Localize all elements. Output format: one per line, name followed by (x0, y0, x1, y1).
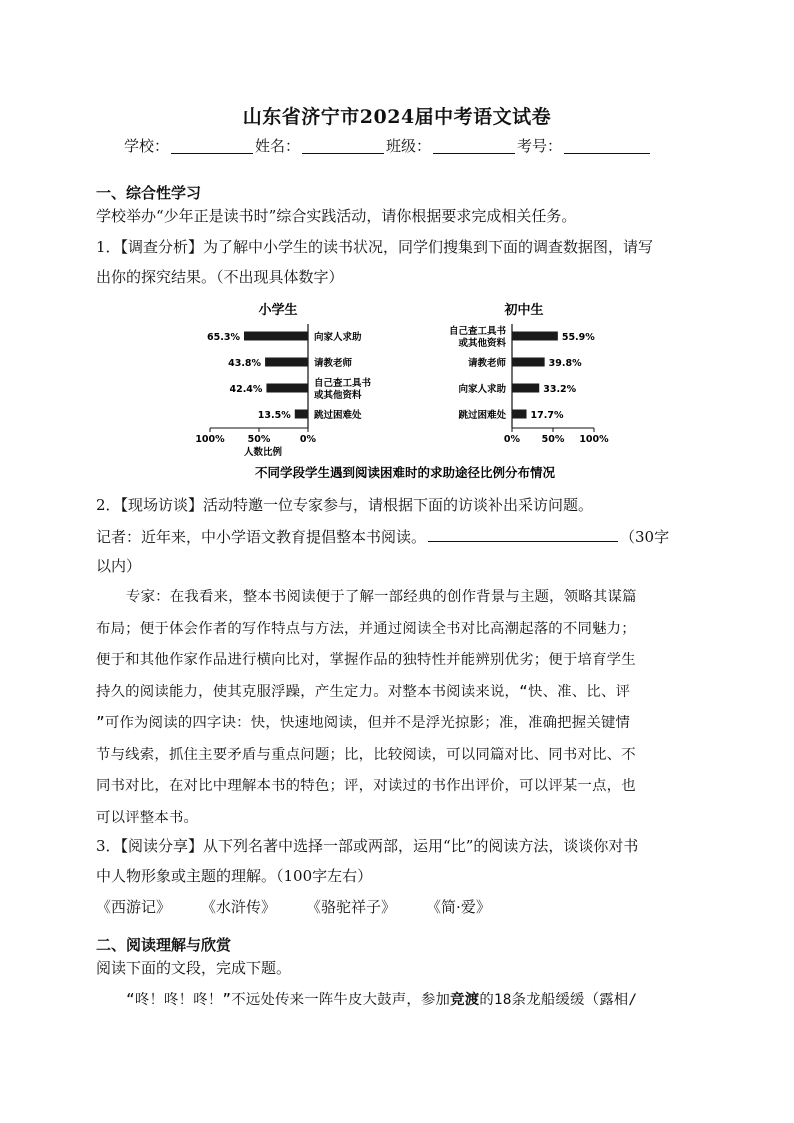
interview-question-blank[interactable] (428, 525, 618, 542)
junior-value-label: 33.2% (543, 384, 577, 395)
book-jane-eyre: 《简·爱》 (426, 898, 491, 916)
passage (96, 985, 706, 1017)
primary-value-label: 13.5% (257, 410, 291, 421)
primary-bar (265, 358, 308, 367)
section2-intro: 阅读下面的文段，完成下题。 (96, 959, 292, 977)
book-water-margin: 《水浒传》 (201, 898, 277, 916)
primary-category-label: 向家人求助 (314, 332, 362, 343)
primary-tick-label: 100% (195, 434, 225, 445)
section2-heading: 二、阅读理解与欣赏 (96, 936, 232, 954)
expert-line: 同书对比，在对比中理解本书的特色；评，对读过的书作出评价，可以评某一点，也 (96, 778, 636, 794)
passage-end: 的18条龙船缓缓（露相/ (479, 992, 638, 1008)
student-info-fields (124, 135, 652, 156)
primary-value-label: 65.3% (207, 332, 241, 343)
junior-value-label: 55.9% (561, 332, 595, 343)
expert-line: 节与线索，抓住主要矛盾与重点问题；比，比较阅读，可以同篇对比、同书对比、不 (96, 746, 636, 763)
junior-tick-label: 50% (541, 434, 565, 445)
primary-bar (244, 332, 308, 341)
exam-number-label: 考号： (517, 137, 563, 155)
expert-line: 专家：在我看来，整本书阅读便于了解一部经典的创作背景与主题，领略其谋篇 (126, 589, 637, 605)
junior-category-label: 跳过困难处 (458, 410, 506, 421)
junior-bar (512, 410, 527, 419)
section1-heading: 一、综合性学习 (96, 184, 202, 202)
junior-bar (512, 358, 545, 367)
primary-category-label: 自己查工具书 (314, 378, 372, 389)
expert-answer (96, 582, 696, 834)
junior-tick-label: 0% (503, 434, 521, 445)
primary-value-label: 42.4% (229, 384, 263, 395)
primary-bar (295, 410, 308, 419)
q2-limit-a: （30字 (620, 528, 670, 546)
book-journey-west: 《西游记》 (96, 898, 172, 916)
junior-category-label: 向家人求助 (458, 384, 506, 395)
expert-line: 可以评整本书。 (96, 809, 199, 826)
junior-category-label: 自己查工具书 (448, 326, 506, 337)
expert-line: 便于和其他作家作品进行横向比对，掌握作品的独特性并能辨别优劣；便于培育学生 (96, 652, 636, 668)
primary-panel-title: 小学生 (258, 303, 298, 318)
primary-category-label: 跳过困难处 (314, 410, 362, 421)
exam-title: 山东省济宁市2024届中考语文试卷 (242, 106, 552, 128)
expert-line: ”可作为阅读的四字诀：快，快速地阅读，但并不是浮光掠影；准，准确把握关键情 (96, 715, 631, 731)
primary-bar (266, 384, 308, 393)
q2-limit-b: 以内） (96, 557, 142, 575)
book-list (96, 896, 491, 917)
q3-line2: 中人物形象或主题的理解。（100字左右） (96, 867, 373, 885)
primary-value-label: 43.8% (228, 358, 262, 369)
junior-bar (512, 332, 558, 341)
chart-title: 不同学段学生遇到阅读困难时的求助途径比例分布情况 (254, 465, 556, 480)
junior-category-label: 或其他资料 (458, 338, 506, 349)
junior-value-label: 39.8% (548, 358, 582, 369)
passage-bold-word: 竞渡 (450, 992, 480, 1008)
q1-line1: 1．【调查分析】为了解中小学生的读书状况，同学们搜集到下面的调查数据图，请写 (96, 238, 654, 256)
name-blank[interactable] (302, 137, 384, 154)
passage-start: “咚！咚！咚！”不远处传来一阵牛皮大鼓声，参加 (126, 992, 451, 1008)
junior-panel-title: 初中生 (504, 303, 544, 318)
passage-line (96, 985, 706, 1017)
q1-line2: 出你的探究结果。（不出现具体数字） (96, 268, 344, 286)
primary-category-label: 或其他资料 (314, 390, 362, 401)
class-label: 班级： (386, 137, 432, 155)
junior-tick-label: 100% (579, 434, 609, 445)
school-blank[interactable] (171, 137, 253, 154)
book-camel-xiangzi: 《骆驼祥子》 (306, 898, 397, 916)
junior-bar (512, 384, 539, 393)
expert-line: 持久的阅读能力，使其克服浮躁，产生定力。对整本书阅读来说，“快、准、比、评 (96, 683, 631, 700)
name-label: 姓名： (255, 137, 301, 155)
class-blank[interactable] (433, 137, 515, 154)
junior-category-label: 请教老师 (467, 358, 506, 369)
exam-number-blank[interactable] (564, 137, 650, 154)
primary-category-label: 请教老师 (314, 358, 353, 369)
expert-line: 布局；便于体会作者的写作特点与方法，并通过阅读全书对比高潮起落的不同魅力； (96, 620, 636, 637)
primary-x-axis-label: 人数比例 (243, 447, 283, 458)
q2-line1: 2．【现场访谈】活动特邀一位专家参与，请根据下面的访谈补出采访问题。 (96, 496, 594, 514)
primary-tick-label: 0% (299, 434, 317, 445)
school-label: 学校： (124, 137, 170, 155)
section1-intro: 学校举办“少年正是读书时”综合实践活动，请你根据要求完成相关任务。 (96, 207, 577, 225)
q2-reporter (96, 525, 669, 547)
reading-help-chart (190, 296, 620, 486)
junior-value-label: 17.7% (530, 410, 564, 421)
reporter-text: 记者：近年来，中小学语文教育提倡整本书阅读。 (96, 528, 427, 546)
primary-tick-label: 50% (247, 434, 271, 445)
q3-line1: 3．【阅读分享】从下列名著中选择一部或两部，运用“比”的阅读方法，谈谈你对书 (96, 837, 639, 855)
